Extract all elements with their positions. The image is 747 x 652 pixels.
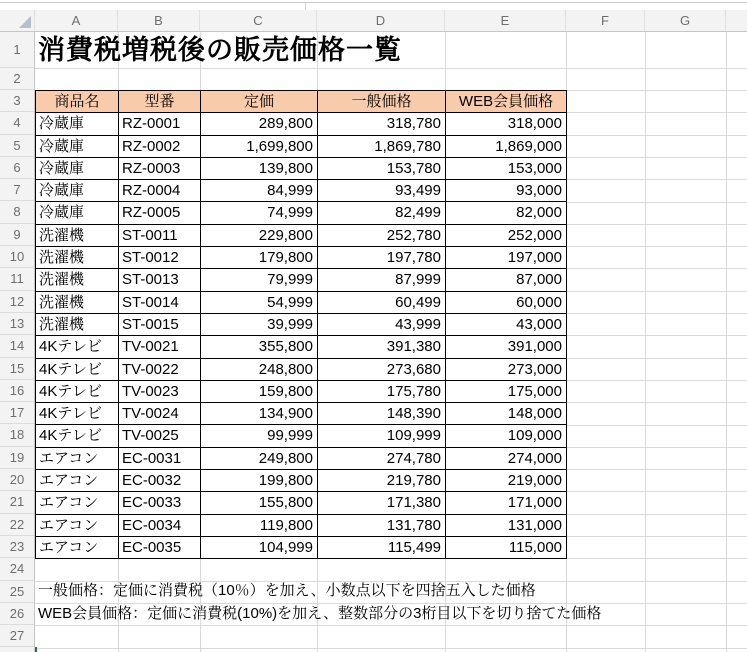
active-sheet-marker [35, 647, 37, 652]
table-cell[interactable]: 318,000 [446, 113, 567, 135]
row-header[interactable]: 27 [0, 625, 34, 647]
table-cell[interactable]: 159,800 [201, 381, 318, 403]
table-cell[interactable]: EC-0031 [119, 448, 201, 470]
table-cell[interactable]: 248,800 [201, 359, 318, 381]
table-cell[interactable]: ST-0015 [119, 314, 201, 336]
table-cell[interactable]: 273,000 [446, 359, 567, 381]
column-header[interactable]: A [35, 10, 118, 31]
row-header[interactable]: 21 [0, 491, 34, 513]
row-header[interactable]: 9 [0, 224, 34, 246]
column-header[interactable]: G [645, 10, 726, 31]
table-cell[interactable]: 84,999 [201, 180, 318, 202]
row-header[interactable]: 23 [0, 536, 34, 558]
table-cell[interactable]: ST-0014 [119, 292, 201, 314]
table-cell[interactable]: 175,000 [446, 381, 567, 403]
table-cell[interactable]: 175,780 [318, 381, 446, 403]
row-header[interactable]: 22 [0, 514, 34, 536]
column-header[interactable]: C [200, 10, 317, 31]
table-cell[interactable]: 131,780 [318, 515, 446, 537]
column-header[interactable] [726, 10, 747, 31]
row-header[interactable]: 12 [0, 291, 34, 313]
row-header[interactable]: 15 [0, 358, 34, 380]
row-header[interactable]: 8 [0, 201, 34, 223]
table-cell[interactable]: 洗濯機 [36, 314, 119, 336]
table-cell[interactable]: TV-0021 [119, 336, 201, 358]
row-header[interactable]: 5 [0, 135, 34, 157]
table-cell[interactable]: 197,780 [318, 247, 446, 269]
table-header-cell[interactable]: WEB会員価格 [446, 91, 567, 113]
table-cell[interactable]: 洗濯機 [36, 292, 119, 314]
table-cell[interactable]: 104,999 [201, 537, 318, 559]
table-cell[interactable]: 冷蔵庫 [36, 202, 119, 224]
table-cell[interactable]: 43,999 [318, 314, 446, 336]
row-header[interactable]: 10 [0, 246, 34, 268]
table-cell[interactable]: RZ-0004 [119, 180, 201, 202]
table-cell[interactable]: 洗濯機 [36, 225, 119, 247]
table-header-cell[interactable]: 定価 [201, 91, 318, 113]
table-cell[interactable]: 87,999 [318, 269, 446, 291]
table-header-cell[interactable]: 商品名 [36, 91, 119, 113]
row-header[interactable]: 24 [0, 558, 34, 580]
table-cell[interactable]: RZ-0005 [119, 202, 201, 224]
table-cell[interactable]: 155,800 [201, 492, 318, 514]
table-cell[interactable]: 249,800 [201, 448, 318, 470]
gridline [35, 625, 747, 626]
table-cell[interactable]: 252,780 [318, 225, 446, 247]
row-headers [0, 32, 35, 652]
sheet-title-cell[interactable]: 消費税増税後の販売価格一覧 [38, 35, 402, 65]
row-header[interactable]: 20 [0, 469, 34, 491]
table-cell[interactable]: 274,000 [446, 448, 567, 470]
table-cell[interactable]: 153,780 [318, 158, 446, 180]
table-cell[interactable]: 391,000 [446, 336, 567, 358]
table-cell[interactable]: 99,999 [201, 425, 318, 447]
column-header[interactable]: E [445, 10, 566, 31]
table-cell[interactable]: 4Kテレビ [36, 359, 119, 381]
table-cell[interactable]: TV-0022 [119, 359, 201, 381]
table-cell[interactable]: 148,390 [318, 403, 446, 425]
table-cell[interactable]: ST-0012 [119, 247, 201, 269]
table-cell[interactable]: 82,499 [318, 202, 446, 224]
row-header[interactable]: 6 [0, 157, 34, 179]
table-cell[interactable]: TV-0025 [119, 425, 201, 447]
gridline [35, 648, 747, 649]
table-cell[interactable]: 4Kテレビ [36, 336, 119, 358]
table-cell[interactable]: 60,499 [318, 292, 446, 314]
table-cell[interactable]: TV-0024 [119, 403, 201, 425]
table-cell[interactable]: RZ-0001 [119, 113, 201, 135]
table-cell[interactable]: 171,000 [446, 492, 567, 514]
table-cell[interactable]: 273,680 [318, 359, 446, 381]
table-cell[interactable]: 93,499 [318, 180, 446, 202]
table-cell[interactable]: EC-0032 [119, 470, 201, 492]
price-table [35, 90, 567, 559]
table-cell[interactable]: 冷蔵庫 [36, 136, 119, 158]
table-cell[interactable]: ST-0011 [119, 225, 201, 247]
column-header[interactable]: F [566, 10, 645, 31]
table-header-cell[interactable]: 型番 [119, 91, 201, 113]
table-cell[interactable]: ST-0013 [119, 269, 201, 291]
table-cell[interactable]: 60,000 [446, 292, 567, 314]
table-cell[interactable]: 148,000 [446, 403, 567, 425]
table-cell[interactable]: 74,999 [201, 202, 318, 224]
row-header[interactable]: 3 [0, 90, 34, 112]
table-cell[interactable]: 109,000 [446, 425, 567, 447]
table-cell[interactable]: 1,869,780 [318, 136, 446, 158]
column-header[interactable]: D [317, 10, 445, 31]
table-cell[interactable]: 115,499 [318, 537, 446, 559]
table-cell[interactable]: 318,780 [318, 113, 446, 135]
table-cell[interactable]: EC-0035 [119, 537, 201, 559]
table-cell[interactable]: 4Kテレビ [36, 425, 119, 447]
table-cell[interactable]: 洗濯機 [36, 269, 119, 291]
table-cell[interactable]: エアコン [36, 448, 119, 470]
table-cell[interactable]: RZ-0002 [119, 136, 201, 158]
table-cell[interactable]: 洗濯機 [36, 247, 119, 269]
table-cell[interactable]: 199,800 [201, 470, 318, 492]
table-cell[interactable]: 82,000 [446, 202, 567, 224]
table-cell[interactable]: 1,699,800 [201, 136, 318, 158]
table-cell[interactable]: 43,000 [446, 314, 567, 336]
table-cell[interactable]: 252,000 [446, 225, 567, 247]
table-cell[interactable]: 冷蔵庫 [36, 180, 119, 202]
table-cell[interactable]: 229,800 [201, 225, 318, 247]
row-header[interactable]: 14 [0, 335, 34, 357]
select-all-button[interactable] [0, 10, 35, 31]
table-cell[interactable]: 冷蔵庫 [36, 113, 119, 135]
table-cell[interactable]: エアコン [36, 515, 119, 537]
divider [305, 3, 306, 10]
table-cell[interactable]: 139,800 [201, 158, 318, 180]
row-header[interactable]: 26 [0, 603, 34, 625]
cells-area [35, 32, 747, 652]
row-header[interactable]: 16 [0, 380, 34, 402]
table-cell[interactable]: 219,780 [318, 470, 446, 492]
table-cell[interactable]: 79,999 [201, 269, 318, 291]
table-cell[interactable]: EC-0034 [119, 515, 201, 537]
table-cell[interactable]: 131,000 [446, 515, 567, 537]
row-header[interactable]: 19 [0, 447, 34, 469]
table-cell[interactable]: 冷蔵庫 [36, 158, 119, 180]
table-cell[interactable]: 115,000 [446, 537, 567, 559]
note-cell[interactable]: WEB会員価格：定価に消費税(10%)を加え、整数部分の3桁目以下を切り捨てた価格 [38, 604, 602, 622]
table-cell[interactable]: 109,999 [318, 425, 446, 447]
table-cell[interactable]: 197,000 [446, 247, 567, 269]
table-cell[interactable]: RZ-0003 [119, 158, 201, 180]
table-cell[interactable]: 54,999 [201, 292, 318, 314]
table-cell[interactable]: 1,869,000 [446, 136, 567, 158]
row-header[interactable]: 18 [0, 424, 34, 446]
table-cell[interactable]: エアコン [36, 537, 119, 559]
table-cell[interactable]: 391,380 [318, 336, 446, 358]
row-header[interactable]: 7 [0, 179, 34, 201]
select-all-triangle-icon [19, 16, 31, 28]
table-cell[interactable]: 219,000 [446, 470, 567, 492]
formula-bar-bottom-sliver [0, 0, 747, 10]
table-header-cell[interactable]: 一般価格 [318, 91, 446, 113]
table-cell[interactable]: EC-0033 [119, 492, 201, 514]
table-cell[interactable]: 4Kテレビ [36, 381, 119, 403]
row-header[interactable]: 17 [0, 402, 34, 424]
table-cell[interactable]: 179,800 [201, 247, 318, 269]
table-cell[interactable]: 93,000 [446, 180, 567, 202]
table-cell[interactable]: エアコン [36, 492, 119, 514]
column-header[interactable]: B [118, 10, 200, 31]
table-cell[interactable]: 355,800 [201, 336, 318, 358]
table-cell[interactable]: 134,900 [201, 403, 318, 425]
row-header[interactable]: 25 [0, 581, 34, 603]
row-header[interactable]: 11 [0, 268, 34, 290]
gridline [35, 68, 747, 69]
table-cell[interactable]: TV-0023 [119, 381, 201, 403]
table-cell[interactable]: 87,000 [446, 269, 567, 291]
table-cell[interactable]: 119,800 [201, 515, 318, 537]
row-header[interactable]: 1 [0, 32, 34, 68]
row-header[interactable]: 13 [0, 313, 34, 335]
table-cell[interactable]: エアコン [36, 470, 119, 492]
note-cell[interactable]: 一般価格：定価に消費税（10％）を加え、小数点以下を四捨五入した価格 [38, 582, 536, 600]
table-cell[interactable]: 4Kテレビ [36, 403, 119, 425]
table-cell[interactable]: 39,999 [201, 314, 318, 336]
row-header[interactable]: 4 [0, 112, 34, 134]
column-headers [0, 10, 747, 32]
table-cell[interactable]: 274,780 [318, 448, 446, 470]
table-cell[interactable]: 171,380 [318, 492, 446, 514]
table-cell[interactable]: 153,000 [446, 158, 567, 180]
divider [0, 2, 747, 3]
row-header[interactable]: 2 [0, 68, 34, 90]
table-cell[interactable]: 289,800 [201, 113, 318, 135]
